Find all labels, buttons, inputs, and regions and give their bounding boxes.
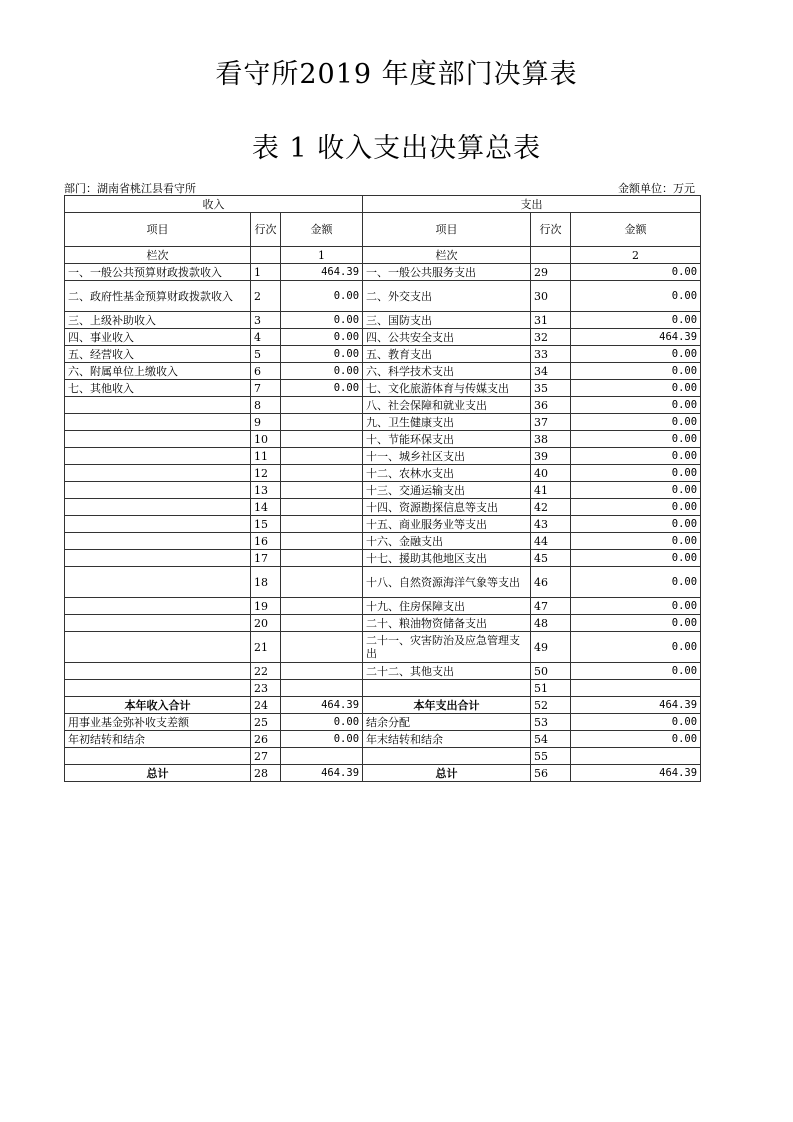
income-item-cell: 本年收入合计: [65, 697, 251, 714]
income-item-cell: [65, 550, 251, 567]
expense-line-cell: 43: [531, 516, 571, 533]
income-amount-cell: [281, 516, 363, 533]
expense-amount-cell: 0.00: [571, 550, 701, 567]
income-line-cell: 3: [251, 312, 281, 329]
income-line-cell: 20: [251, 615, 281, 632]
income-item-cell: 年初结转和结余: [65, 731, 251, 748]
income-amount-cell: 0.00: [281, 346, 363, 363]
income-amount-cell: [281, 598, 363, 615]
income-line-cell: 8: [251, 397, 281, 414]
table-row: [65, 264, 701, 281]
income-amount-cell: [281, 414, 363, 431]
income-item-cell: 七、其他收入: [65, 380, 251, 397]
income-item-cell: [65, 615, 251, 632]
income-line-cell: 21: [251, 632, 281, 663]
expense-amount-cell: [571, 748, 701, 765]
table-row: [65, 516, 701, 533]
expense-item-cell: 十、节能环保支出: [363, 431, 531, 448]
expense-line-cell: 40: [531, 465, 571, 482]
income-item-cell: 二、政府性基金预算财政拨款收入: [65, 281, 251, 312]
expense-line-cell: 54: [531, 731, 571, 748]
expense-line-cell: 29: [531, 264, 571, 281]
expense-amount-cell: 0.00: [571, 714, 701, 731]
expense-col-line-blank: [531, 247, 571, 264]
expense-line-cell: 33: [531, 346, 571, 363]
income-col-line-blank: [251, 247, 281, 264]
table-row: [65, 714, 701, 731]
expense-item-cell: 九、卫生健康支出: [363, 414, 531, 431]
expense-item-cell: 结余分配: [363, 714, 531, 731]
income-amount-cell: [281, 680, 363, 697]
expense-item-cell: [363, 680, 531, 697]
table-row: [65, 363, 701, 380]
expense-item-cell: 四、公共安全支出: [363, 329, 531, 346]
income-amount-cell: 0.00: [281, 363, 363, 380]
income-col-label: 栏次: [65, 247, 251, 264]
expense-amount-cell: 464.39: [571, 697, 701, 714]
table-row: [65, 533, 701, 550]
expense-item-cell: 年末结转和结余: [363, 731, 531, 748]
expense-item-cell: 二、外交支出: [363, 281, 531, 312]
table-row: [65, 615, 701, 632]
income-item-cell: [65, 499, 251, 516]
expense-line-cell: 41: [531, 482, 571, 499]
income-amount-cell: 0.00: [281, 380, 363, 397]
income-amount-cell: [281, 550, 363, 567]
expense-line-cell: 36: [531, 397, 571, 414]
income-amount-cell: [281, 632, 363, 663]
income-amount-cell: [281, 465, 363, 482]
expense-item-cell: 八、社会保障和就业支出: [363, 397, 531, 414]
income-amount-cell: 0.00: [281, 281, 363, 312]
table-row: [65, 346, 701, 363]
expense-line-cell: 47: [531, 598, 571, 615]
income-amount-cell: [281, 615, 363, 632]
expense-amount-cell: 0.00: [571, 448, 701, 465]
expense-item-cell: 十八、自然资源海洋气象等支出: [363, 567, 531, 598]
income-line-cell: 2: [251, 281, 281, 312]
income-line-cell: 16: [251, 533, 281, 550]
income-amount-cell: [281, 431, 363, 448]
expense-amount-cell: 464.39: [571, 329, 701, 346]
income-line-cell: 10: [251, 431, 281, 448]
income-line-cell: 1: [251, 264, 281, 281]
income-amount-cell: 0.00: [281, 714, 363, 731]
expense-item-cell: 十四、资源勘探信息等支出: [363, 499, 531, 516]
income-item-cell: [65, 598, 251, 615]
expense-amount-header: 金额: [571, 213, 701, 247]
income-line-cell: 22: [251, 663, 281, 680]
income-amount-cell: 464.39: [281, 697, 363, 714]
expense-amount-cell: 0.00: [571, 598, 701, 615]
expense-line-cell: 35: [531, 380, 571, 397]
table-row: [65, 281, 701, 312]
income-line-cell: 26: [251, 731, 281, 748]
expense-item-cell: 三、国防支出: [363, 312, 531, 329]
expense-item-cell: 十五、商业服务业等支出: [363, 516, 531, 533]
income-amount-cell: [281, 448, 363, 465]
income-item-cell: [65, 397, 251, 414]
income-amount-cell: 0.00: [281, 312, 363, 329]
expense-amount-cell: 0.00: [571, 663, 701, 680]
expense-line-cell: 51: [531, 680, 571, 697]
table-row: [65, 765, 701, 782]
expense-line-cell: 53: [531, 714, 571, 731]
table-row: [65, 598, 701, 615]
expense-line-cell: 31: [531, 312, 571, 329]
income-amount-cell: 464.39: [281, 765, 363, 782]
expense-amount-cell: 0.00: [571, 431, 701, 448]
expense-amount-cell: 0.00: [571, 731, 701, 748]
income-item-cell: 三、上级补助收入: [65, 312, 251, 329]
income-item-header: 项目: [65, 213, 251, 247]
income-amount-cell: [281, 499, 363, 516]
table-row: [65, 329, 701, 346]
expense-item-cell: 十九、住房保障支出: [363, 598, 531, 615]
table-row: [65, 380, 701, 397]
table-row: [65, 632, 701, 663]
income-item-cell: [65, 567, 251, 598]
expense-line-cell: 56: [531, 765, 571, 782]
expense-item-cell: 二十二、其他支出: [363, 663, 531, 680]
column-header-row: [65, 213, 701, 247]
income-amount-cell: 464.39: [281, 264, 363, 281]
income-expense-table: [64, 195, 701, 782]
expense-amount-cell: 0.00: [571, 567, 701, 598]
income-line-cell: 18: [251, 567, 281, 598]
expense-amount-cell: 0.00: [571, 281, 701, 312]
expense-amount-cell: [571, 680, 701, 697]
income-item-cell: 六、附属单位上缴收入: [65, 363, 251, 380]
income-item-cell: [65, 663, 251, 680]
expense-amount-cell: 0.00: [571, 312, 701, 329]
expense-line-cell: 34: [531, 363, 571, 380]
table-row: [65, 663, 701, 680]
table-row: [65, 431, 701, 448]
expense-col-label: 栏次: [363, 247, 531, 264]
income-line-cell: 24: [251, 697, 281, 714]
expense-item-cell: 十二、农林水支出: [363, 465, 531, 482]
table-row: [65, 448, 701, 465]
unit-label: 金额单位：万元: [618, 182, 695, 195]
income-amount-cell: [281, 397, 363, 414]
expense-amount-cell: 0.00: [571, 346, 701, 363]
table-row: [65, 414, 701, 431]
expense-line-cell: 39: [531, 448, 571, 465]
income-line-cell: 12: [251, 465, 281, 482]
expense-amount-cell: 0.00: [571, 632, 701, 663]
income-line-cell: 7: [251, 380, 281, 397]
expense-line-cell: 52: [531, 697, 571, 714]
expense-item-cell: [363, 748, 531, 765]
income-line-cell: 14: [251, 499, 281, 516]
income-item-cell: 五、经营收入: [65, 346, 251, 363]
income-line-cell: 5: [251, 346, 281, 363]
income-item-cell: 一、一般公共预算财政拨款收入: [65, 264, 251, 281]
table-row: [65, 567, 701, 598]
income-item-cell: [65, 448, 251, 465]
expense-amount-cell: 0.00: [571, 363, 701, 380]
income-amount-cell: 0.00: [281, 731, 363, 748]
income-item-cell: [65, 482, 251, 499]
table-row: [65, 499, 701, 516]
expense-amount-cell: 0.00: [571, 516, 701, 533]
income-line-cell: 4: [251, 329, 281, 346]
income-line-cell: 23: [251, 680, 281, 697]
expense-amount-cell: 0.00: [571, 482, 701, 499]
income-line-cell: 13: [251, 482, 281, 499]
income-item-cell: [65, 680, 251, 697]
expense-item-cell: 总计: [363, 765, 531, 782]
expense-amount-cell: 0.00: [571, 414, 701, 431]
expense-item-cell: 五、教育支出: [363, 346, 531, 363]
expense-item-header: 项目: [363, 213, 531, 247]
table-row: [65, 680, 701, 697]
expense-item-cell: 十一、城乡社区支出: [363, 448, 531, 465]
expense-item-cell: 本年支出合计: [363, 697, 531, 714]
income-line-cell: 15: [251, 516, 281, 533]
income-line-cell: 6: [251, 363, 281, 380]
expense-line-cell: 42: [531, 499, 571, 516]
expense-item-cell: 二十一、灾害防治及应急管理支出: [363, 632, 531, 663]
income-item-cell: [65, 533, 251, 550]
table-row: [65, 697, 701, 714]
expense-item-cell: 一、一般公共服务支出: [363, 264, 531, 281]
income-col-number: 1: [281, 247, 363, 264]
income-line-cell: 9: [251, 414, 281, 431]
table-row: [65, 748, 701, 765]
column-index-row: [65, 247, 701, 264]
expense-item-cell: 十六、金融支出: [363, 533, 531, 550]
income-amount-cell: [281, 482, 363, 499]
income-line-cell: 11: [251, 448, 281, 465]
expense-line-cell: 46: [531, 567, 571, 598]
expense-line-cell: 38: [531, 431, 571, 448]
expense-amount-cell: 464.39: [571, 765, 701, 782]
expense-col-number: 2: [571, 247, 701, 264]
income-line-cell: 28: [251, 765, 281, 782]
table-title: 表 1 收入支出决算总表: [251, 133, 542, 164]
expense-amount-cell: 0.00: [571, 465, 701, 482]
section-header-row: [65, 196, 701, 213]
income-line-cell: 19: [251, 598, 281, 615]
expense-line-cell: 50: [531, 663, 571, 680]
document-title: 看守所2019 年度部门决算表: [215, 59, 578, 90]
income-line-cell: 17: [251, 550, 281, 567]
income-item-cell: [65, 748, 251, 765]
expense-line-cell: 37: [531, 414, 571, 431]
expense-line-cell: 32: [531, 329, 571, 346]
expense-line-cell: 30: [531, 281, 571, 312]
table-row: [65, 482, 701, 499]
income-amount-header: 金额: [281, 213, 363, 247]
expense-line-cell: 48: [531, 615, 571, 632]
expense-line-cell: 44: [531, 533, 571, 550]
income-item-cell: [65, 414, 251, 431]
table-row: [65, 312, 701, 329]
expense-amount-cell: 0.00: [571, 380, 701, 397]
income-line-cell: 25: [251, 714, 281, 731]
table-row: [65, 397, 701, 414]
table-body: [65, 264, 701, 782]
expense-amount-cell: 0.00: [571, 264, 701, 281]
income-item-cell: 总计: [65, 765, 251, 782]
expense-item-cell: 二十、粮油物资储备支出: [363, 615, 531, 632]
income-item-cell: [65, 632, 251, 663]
income-section-header: 收入: [65, 196, 363, 213]
income-item-cell: [65, 431, 251, 448]
income-amount-cell: [281, 567, 363, 598]
income-line-cell: 27: [251, 748, 281, 765]
expense-item-cell: 六、科学技术支出: [363, 363, 531, 380]
expense-line-cell: 45: [531, 550, 571, 567]
expense-amount-cell: 0.00: [571, 499, 701, 516]
income-amount-cell: [281, 663, 363, 680]
expense-item-cell: 七、文化旅游体育与传媒支出: [363, 380, 531, 397]
expense-amount-cell: 0.00: [571, 397, 701, 414]
table-row: [65, 465, 701, 482]
table-row: [65, 550, 701, 567]
income-amount-cell: [281, 533, 363, 550]
income-item-cell: [65, 465, 251, 482]
expense-item-cell: 十七、援助其他地区支出: [363, 550, 531, 567]
department-label: 部门：湖南省桃江县看守所: [64, 182, 196, 195]
expense-section-header: 支出: [363, 196, 701, 213]
income-item-cell: 四、事业收入: [65, 329, 251, 346]
income-item-cell: [65, 516, 251, 533]
income-amount-cell: [281, 748, 363, 765]
income-item-cell: 用事业基金弥补收支差额: [65, 714, 251, 731]
expense-amount-cell: 0.00: [571, 615, 701, 632]
expense-line-header: 行次: [531, 213, 571, 247]
expense-item-cell: 十三、交通运输支出: [363, 482, 531, 499]
income-line-header: 行次: [251, 213, 281, 247]
expense-amount-cell: 0.00: [571, 533, 701, 550]
income-amount-cell: 0.00: [281, 329, 363, 346]
table-row: [65, 731, 701, 748]
expense-line-cell: 55: [531, 748, 571, 765]
expense-line-cell: 49: [531, 632, 571, 663]
